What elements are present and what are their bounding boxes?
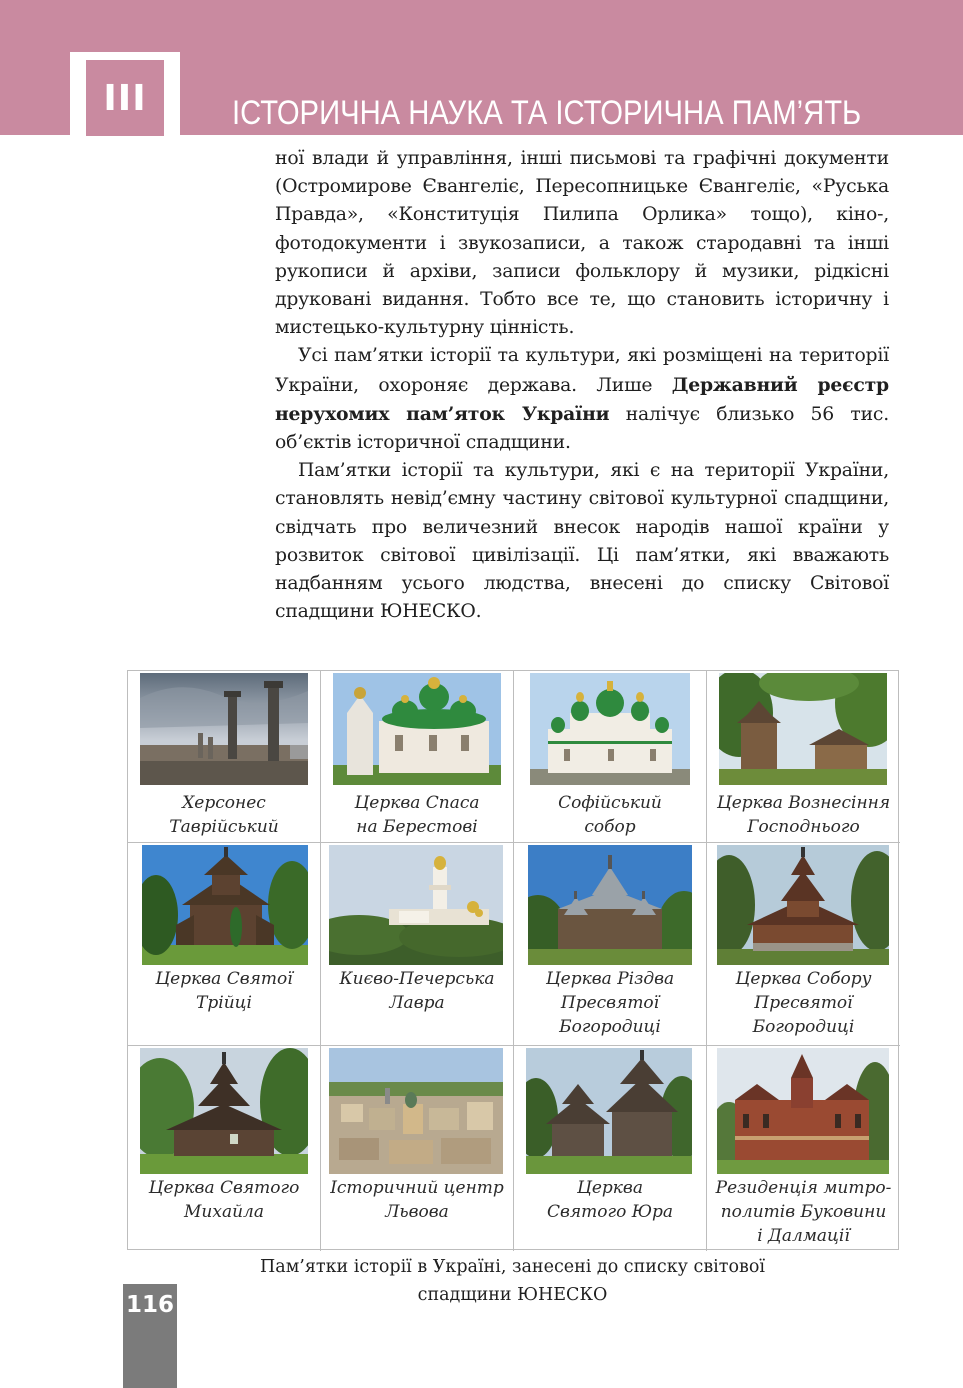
- caption-line-2: Львова: [385, 1202, 449, 1222]
- caption: [321, 791, 513, 839]
- paragraph-2-end: налічує близько 56 тис. об’єктів історичної спадщини.: [275, 403, 889, 454]
- body-text: [275, 145, 889, 626]
- church-of-the-saviour-photo: [333, 673, 501, 785]
- caption: [514, 791, 706, 839]
- caption-line-1: Церква Святої: [155, 969, 293, 989]
- caption-line-1: Історичний центр: [330, 1178, 504, 1198]
- caption-line-1: Херсонес: [182, 793, 266, 813]
- caption-line-1: Церква Вознесіння: [716, 793, 891, 813]
- caption: [707, 791, 900, 839]
- caption-line-3: Богородиці: [559, 1017, 661, 1037]
- gallery-cell: [321, 843, 514, 1046]
- caption: [321, 967, 513, 1015]
- st-sophia-cathedral-photo: [530, 673, 690, 785]
- caption-line-2: на Берестові: [356, 817, 478, 837]
- caption-line-2: политів Буковини: [720, 1202, 887, 1222]
- caption: [707, 1176, 900, 1248]
- caption-line-3: і Далмації: [757, 1226, 850, 1246]
- paragraph-2-bold: Державний реєстр нерухомих пам’яток України: [275, 373, 889, 425]
- gallery-cell: [321, 671, 514, 843]
- gallery-cell: [514, 843, 707, 1046]
- chapter-number: III: [86, 60, 164, 136]
- gallery-cell: [514, 1046, 707, 1251]
- gallery-cell: [514, 671, 707, 843]
- gallery-cell: [128, 1046, 321, 1251]
- gallery-cell: [707, 843, 900, 1046]
- paragraph-3: Пам’ятки історії та культури, які є на території України, становлять невід’ємну частину світової культурної спадщини, свідчать про величезний внесок народів нашої країни у розвиток світової цивілізації. Ці пам’ятки, які вважають надбанням усього людства, внесені до списку Світової спадщини ЮНЕСКО.: [275, 460, 889, 623]
- caption-line-2: Трійці: [196, 993, 252, 1013]
- caption: [321, 1176, 513, 1224]
- st-michael-church-photo: [140, 1048, 308, 1174]
- caption: [128, 791, 320, 839]
- figure-caption-line-2: спадщини ЮНЕСКО: [417, 1285, 608, 1305]
- caption-line-1: Резиденція митро-: [715, 1178, 892, 1198]
- caption-line-2: Пресвятої: [754, 993, 853, 1013]
- caption-line-1: Софійський: [558, 793, 662, 813]
- gallery-cell: [128, 671, 321, 843]
- caption: [128, 1176, 320, 1224]
- paragraph-1: ної влади й управління, інші письмові та графічні документи (Остромирове Євангеліє, Пересопницьке Євангеліє, «Руська Правда», «Конституція Пилипа Орлика» тощо), кіно-, фотодокументи і звукозаписи, а також стародавні та інші рукописи й архіви, записи фольклору й музики, рідкісні друковані видання. Тобто все те, що становить історичну і мистецько-культурну цінність.: [275, 148, 889, 339]
- caption-line-1: Церква Святого: [148, 1178, 300, 1198]
- chernivtsi-residence-photo: [717, 1048, 889, 1174]
- kyiv-pechersk-lavra-photo: [329, 845, 503, 965]
- unesco-gallery: [127, 670, 899, 1250]
- caption-line-1: Києво-Печерська: [339, 969, 495, 989]
- caption: [128, 967, 320, 1015]
- page-number: 116: [125, 1292, 174, 1318]
- caption-line-2: Господнього: [747, 817, 860, 837]
- chersonesos-photo: [140, 673, 308, 785]
- caption-line-2: Михайла: [184, 1202, 264, 1222]
- figure-caption: [200, 1253, 825, 1309]
- lviv-historic-centre-photo: [329, 1048, 503, 1174]
- caption-line-2: собор: [584, 817, 636, 837]
- caption: [514, 1176, 706, 1224]
- caption-line-3: Богородиці: [752, 1017, 855, 1037]
- caption-line-2: Пресвятої: [560, 993, 660, 1013]
- caption-line-1: Церква: [577, 1178, 643, 1198]
- paragraph-2: [275, 342, 889, 457]
- gallery-cell: [707, 671, 900, 843]
- church-of-ascension-photo: [719, 673, 887, 785]
- gallery-cell: [707, 1046, 900, 1251]
- church-of-nativity-photo: [528, 845, 692, 965]
- caption-line-2: Таврійський: [169, 817, 279, 837]
- caption-line-2: Святого Юра: [546, 1202, 674, 1222]
- st-george-church-photo: [526, 1048, 692, 1174]
- caption: [707, 967, 900, 1039]
- gallery-cell: [321, 1046, 514, 1251]
- church-of-the-synaxis-photo: [717, 845, 889, 965]
- gallery-cell: [128, 843, 321, 1046]
- caption-line-1: Церква Різдва: [545, 969, 675, 989]
- caption-line-2: Лавра: [389, 993, 445, 1013]
- chapter-title: ІСТОРИЧНА НАУКА ТА ІСТОРИЧНА ПАМ’ЯТЬ: [232, 94, 862, 132]
- caption-line-1: Церква Спаса: [354, 793, 480, 813]
- caption: [514, 967, 706, 1039]
- caption-line-1: Церква Собору: [735, 969, 872, 989]
- figure-caption-line-1: Пам’ятки історії в Україні, занесені до списку світової: [260, 1257, 765, 1277]
- paragraph-2-start: Усі пам’ятки історії та культури, які розміщені на території України, охороняє держава. Лише: [275, 345, 889, 396]
- holy-trinity-church-photo: [142, 845, 308, 965]
